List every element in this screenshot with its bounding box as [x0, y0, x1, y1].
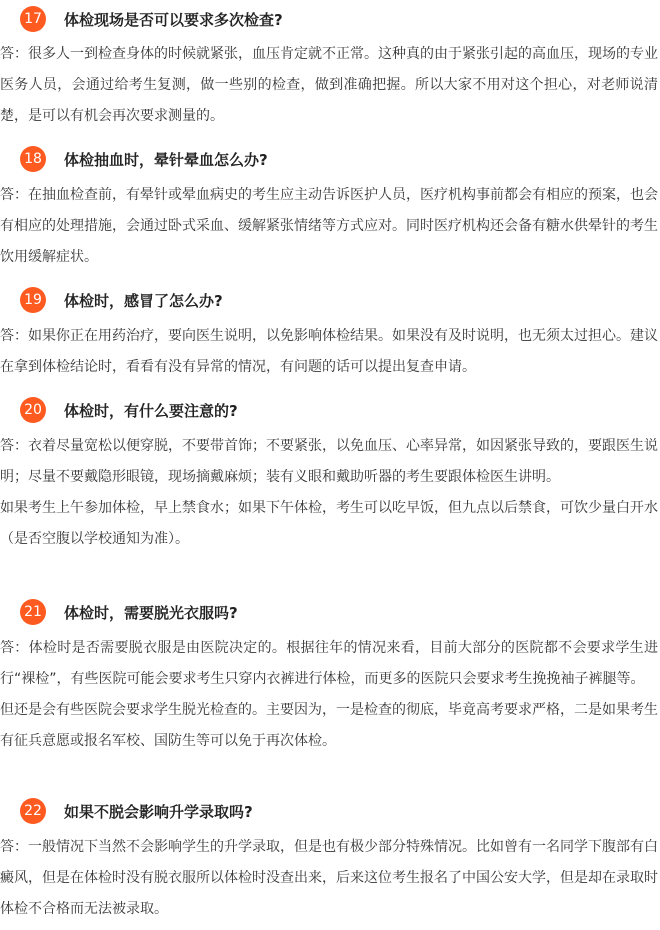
answer-paragraph: 答：一般情况下当然不会影响学生的升学录取，但是也有极少部分特殊情况。比如曾有一名同学下腹部有白癜风，但是在体检时没有脱衣服所以体检时没查出来，后来这位考生报名了中国公安大学，但是却在录取时体检不合格而无法被录取。 — [0, 839, 658, 917]
answer-block — [0, 321, 658, 383]
question-title: 体检现场是否可以要求多次检查? — [64, 10, 283, 29]
faq-heading — [20, 145, 268, 173]
answer-paragraph: 答：如果你正在用药治疗，要向医生说明，以免影响体检结果。如果没有及时说明，也无须太过担心。建议在拿到体检结论时，看看有没有异常的情况，有问题的话可以提出复查申请。 — [0, 328, 658, 375]
number-badge: 20 — [20, 397, 46, 423]
question-title: 体检抽血时，晕针晕血怎么办? — [64, 150, 268, 169]
faq-heading — [20, 797, 253, 825]
faq-heading — [20, 286, 223, 314]
answer-block — [0, 431, 658, 555]
answer-paragraph: 但还是会有些医院会要求学生脱光检查的。主要因为，一是检查的彻底，毕竟高考要求严格，二是如果考生有征兵意愿或报名军校、国防生等可以免于再次体检。 — [0, 702, 658, 749]
faq-heading — [20, 396, 238, 424]
answer-block — [0, 832, 658, 925]
faq-heading — [20, 598, 238, 626]
answer-paragraph: 答：在抽血检查前，有晕针或晕血病史的考生应主动告诉医护人员，医疗机构事前都会有相应的预案，也会有相应的处理措施，会通过卧式采血、缓解紧张情绪等方式应对。同时医疗机构还会备有糖水供晕针的考生饮用缓解症状。 — [0, 187, 658, 265]
number-badge: 17 — [20, 6, 46, 32]
question-title: 体检时，感冒了怎么办? — [64, 291, 223, 310]
question-title: 体检时，需要脱光衣服吗? — [64, 603, 238, 622]
question-title: 体检时，有什么要注意的? — [64, 401, 238, 420]
number-badge: 21 — [20, 599, 46, 625]
answer-block — [0, 633, 658, 757]
question-title: 如果不脱会影响升学录取吗? — [64, 802, 253, 821]
answer-paragraph: 答：体检时是否需要脱衣服是由医院决定的。根据往年的情况来看，目前大部分的医院都不会要求学生进行“裸检”，有些医院可能会要求考生只穿内衣裤进行体检，而更多的医院只会要求考生挽挽袖子裤腿等。 — [0, 640, 658, 687]
answer-paragraph: 如果考生上午参加体检，早上禁食水；如果下午体检，考生可以吃早饭，但九点以后禁食，可饮少量白开水（是否空腹以学校通知为准）。 — [0, 500, 658, 547]
answer-paragraph: 答：很多人一到检查身体的时候就紧张，血压肯定就不正常。这种真的由于紧张引起的高血压，现场的专业医务人员，会通过给考生复测，做一些别的检查，做到准确把握。所以大家不用对这个担心，对老师说清楚，是可以有机会再次要求测量的。 — [0, 46, 658, 124]
faq-heading — [20, 5, 283, 33]
answer-block — [0, 180, 658, 273]
answer-block — [0, 39, 658, 132]
number-badge: 18 — [20, 146, 46, 172]
number-badge: 19 — [20, 287, 46, 313]
answer-paragraph: 答：衣着尽量宽松以便穿脱，不要带首饰；不要紧张，以免血压、心率异常，如因紧张导致的，要跟医生说明；尽量不要戴隐形眼镜，现场摘戴麻烦；装有义眼和戴助听器的考生要跟体检医生讲明。 — [0, 438, 658, 485]
number-badge: 22 — [20, 798, 46, 824]
